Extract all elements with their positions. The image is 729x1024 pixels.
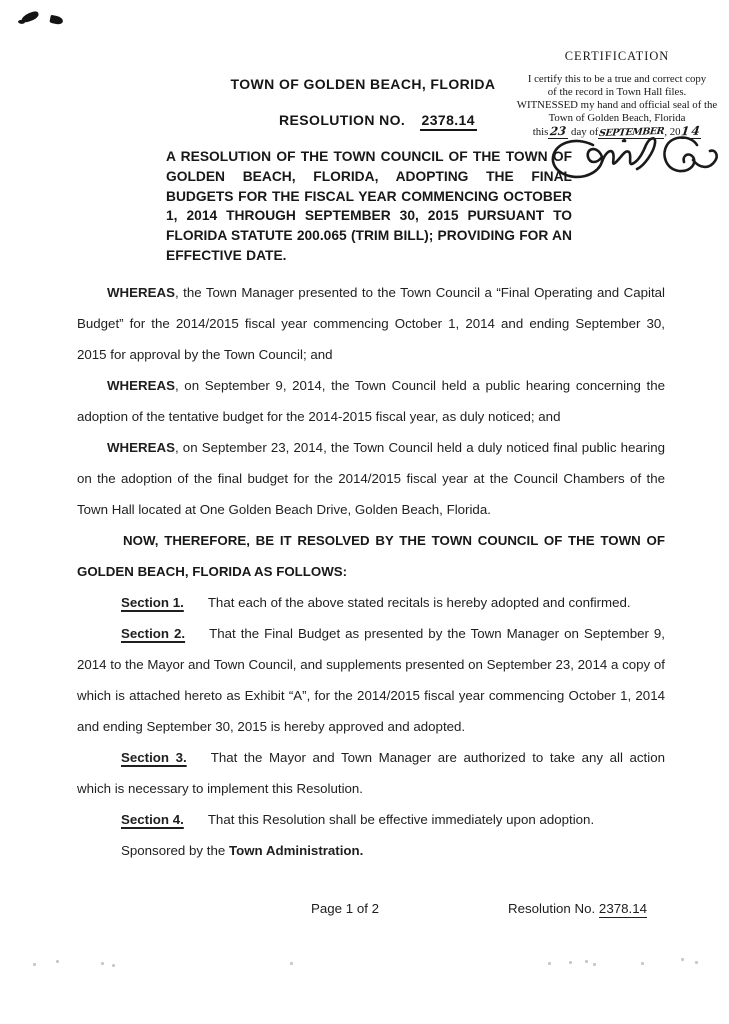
document-title: TOWN OF GOLDEN BEACH, FLORIDA <box>230 76 496 92</box>
resolved-paragraph: NOW, THEREFORE, BE IT RESOLVED BY THE TOWN COUNCIL OF THE TOWN OF GOLDEN BEACH, FLORIDA AS FOLLOWS: <box>77 533 665 579</box>
whereas-text: , on September 23, 2014, the Town Council held a duly noticed final public hearing on the adoption of the final budget for the 2014/2015 fiscal year at the Council Chambers of the Town Hall located at One Golden Beach Drive, Golden Beach, Florida. <box>77 440 665 517</box>
ink-smudge-icon <box>49 15 63 26</box>
year-prefix: , 20 <box>664 125 681 138</box>
ink-smudge-icon <box>20 10 40 23</box>
whereas-text: , the Town Manager presented to the Town Council a “Final Operating and Capital Budget” for the 2014/2015 fiscal year commencing October 1, 2014 and ending September 30, 2015 for approval by the Town Council; and <box>77 285 665 362</box>
date-prefix: this <box>532 125 549 138</box>
whereas-paragraph <box>77 432 665 525</box>
page-indicator: Page 1 of 2 <box>311 901 380 916</box>
date-middle: day of <box>571 125 599 138</box>
certification-line: I certify this to be a true and correct copy <box>527 72 707 85</box>
certification-heading: CERTIFICATION <box>564 49 670 63</box>
section-paragraph <box>77 618 665 742</box>
whereas-lead: WHEREAS <box>107 285 175 300</box>
whereas-paragraph <box>77 277 665 370</box>
sponsored-by: Town Administration. <box>228 843 364 858</box>
section-label: Section 2. <box>121 626 186 641</box>
resolution-label: RESOLUTION NO. <box>279 112 406 128</box>
footer-resolution-value: 2378.14 <box>598 901 647 916</box>
resolution-body <box>77 277 665 866</box>
whereas-lead: WHEREAS <box>107 378 175 393</box>
section-text: That the Final Budget as presented by the Town Manager on September 9, 2014 to the Mayor and Town Council, and supplements presented on September 23, 2014 a copy of which is attached hereto as Exhibit “A”, for the 2014/2015 fiscal year commencing October 1, 2014 and ending September 30, 2015 is hereby approved and adopted. <box>77 626 665 734</box>
certification-line: Town of Golden Beach, Florida <box>548 111 686 124</box>
sponsored-line <box>77 835 665 866</box>
section-paragraph <box>77 587 665 618</box>
resolution-title-paragraph: A RESOLUTION OF THE TOWN COUNCIL OF THE TOWN OF GOLDEN BEACH, FLORIDA, ADOPTING THE FINAL BUDGETS FOR THE FISCAL YEAR COMMENCING OCTOBER 1, 2014 THROUGH SEPTEMBER 30, 2015 PURSUANT TO FLORIDA STATUTE 200.065 (TRIM BILL); PROVIDING FOR AN EFFECTIVE DATE. <box>166 149 572 263</box>
section-text: That this Resolution shall be effective immediately upon adoption. <box>207 812 595 827</box>
whereas-lead: WHEREAS <box>107 440 175 455</box>
section-text: That the Mayor and Town Manager are authorized to take any all action which is necessary to implement this Resolution. <box>77 750 665 796</box>
handwritten-day: 23 <box>549 123 568 138</box>
footer-resolution-prefix: Resolution No. <box>508 901 599 916</box>
resolution-number: 2378.14 <box>420 112 477 131</box>
section-text: That each of the above stated recitals is hereby adopted and confirmed. <box>207 595 631 610</box>
section-paragraph <box>77 742 665 804</box>
sponsored-prefix: Sponsored by the <box>121 843 229 858</box>
handwritten-signature <box>545 133 729 191</box>
section-label: Section 1. <box>121 595 184 610</box>
footer-resolution-number <box>508 901 647 916</box>
certification-line: of the record in Town Hall files. <box>547 85 687 98</box>
section-label: Section 4. <box>121 812 184 827</box>
whereas-paragraph <box>77 370 665 432</box>
section-paragraph <box>77 804 665 835</box>
handwritten-year: 14 <box>679 123 703 138</box>
certification-line: WITNESSED my hand and official seal of the <box>516 98 718 111</box>
handwritten-month: SEPTEMBER <box>598 125 665 139</box>
section-label: Section 3. <box>121 750 187 765</box>
whereas-text: , on September 9, 2014, the Town Council held a public hearing concerning the adoption of the tentative budget for the 2014-2015 fiscal year, as duly noticed; and <box>77 378 665 424</box>
certification-block <box>504 50 729 139</box>
